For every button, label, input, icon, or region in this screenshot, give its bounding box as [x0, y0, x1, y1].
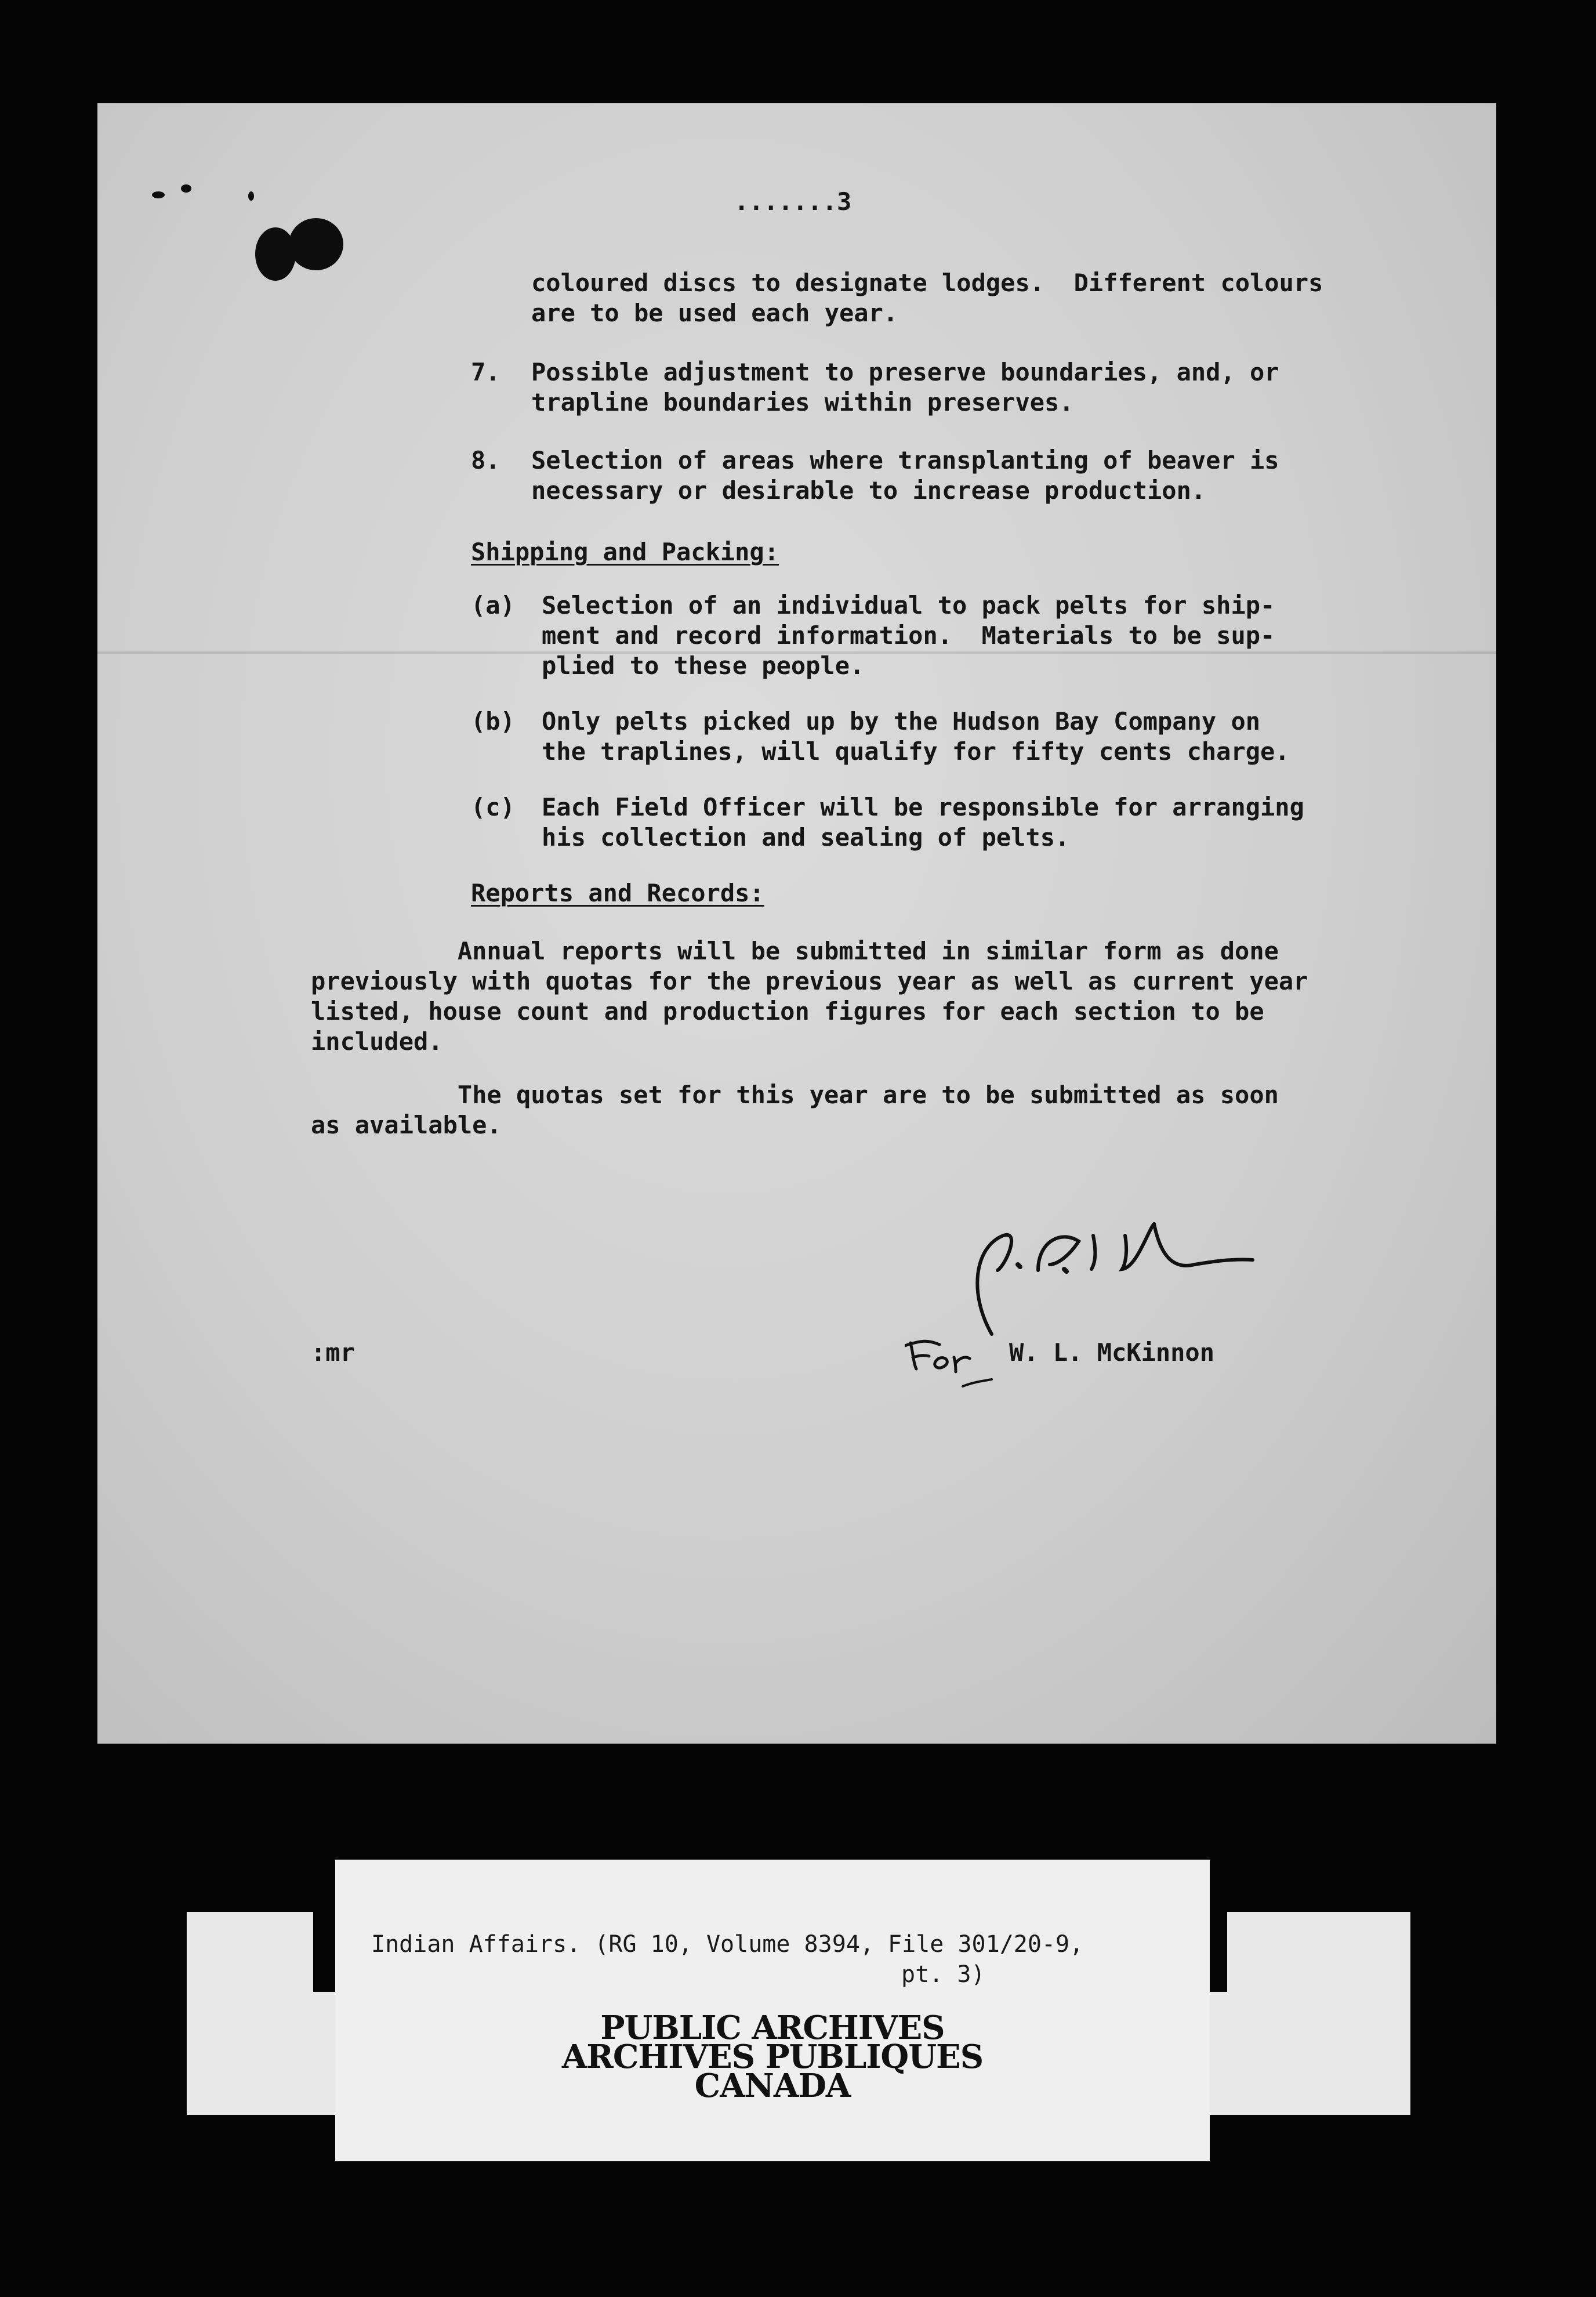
- archive-reference: pt. 3): [901, 1961, 985, 1988]
- section-heading-shipping: Shipping and Packing:: [471, 538, 779, 566]
- paragraph-line: Annual reports will be submitted in similar form as done: [311, 937, 1279, 965]
- item-line: trapline boundaries within preserves.: [531, 388, 1074, 416]
- ink-speck: [152, 191, 165, 198]
- item-label: (c): [471, 793, 515, 821]
- continuation-line: are to be used each year.: [531, 299, 898, 327]
- ink-speck: [248, 191, 254, 201]
- ink-blot: [289, 218, 343, 270]
- paragraph-line: The quotas set for this year are to be submitted as soon: [311, 1081, 1279, 1109]
- archive-stamp-line: CANADA: [694, 2067, 851, 2105]
- item-line: ment and record information. Materials to be sup-: [542, 621, 1275, 650]
- item-line: Selection of areas where transplanting of beaver is: [531, 446, 1279, 474]
- label-notch: [313, 1912, 335, 1992]
- item-number: 8.: [471, 446, 500, 474]
- archive-stamp-line: PUBLIC ARCHIVES: [600, 2009, 945, 2047]
- ink-speck: [181, 184, 191, 193]
- item-label: (a): [471, 591, 515, 619]
- item-line: plied to these people.: [542, 651, 865, 680]
- item-line: the traplines, will qualify for fifty cents charge.: [542, 737, 1290, 766]
- archive-reference: Indian Affairs. (RG 10, Volume 8394, File 301/20-9,: [371, 1931, 1084, 1958]
- continuation-line: coloured discs to designate lodges. Different colours: [531, 269, 1323, 297]
- label-notch: [1210, 1912, 1227, 1992]
- item-line: Only pelts picked up by the Hudson Bay Company on: [542, 707, 1261, 736]
- paragraph-line: listed, house count and production figures for each section to be: [311, 997, 1264, 1026]
- archive-stamp-line: ARCHIVES PUBLIQUES: [561, 2038, 984, 2076]
- page-marker: .......3: [734, 187, 852, 216]
- item-line: Selection of an individual to pack pelts for ship-: [542, 591, 1275, 619]
- paragraph-line: previously with quotas for the previous year as well as current year: [311, 967, 1308, 995]
- paragraph-line: included.: [311, 1027, 443, 1056]
- section-heading-reports: Reports and Records:: [471, 879, 764, 907]
- item-label: (b): [471, 707, 515, 736]
- paragraph-line: as available.: [311, 1111, 502, 1139]
- signatory-name: W. L. McKinnon: [1009, 1338, 1215, 1367]
- item-number: 7.: [471, 358, 500, 386]
- document-page: [97, 103, 1496, 1744]
- item-line: Each Field Officer will be responsible for arranging: [542, 793, 1304, 821]
- item-line: his collection and sealing of pelts.: [542, 823, 1070, 852]
- item-line: Possible adjustment to preserve boundaries, and, or: [531, 358, 1279, 386]
- typist-initials: :mr: [311, 1338, 355, 1367]
- item-line: necessary or desirable to increase production.: [531, 476, 1206, 505]
